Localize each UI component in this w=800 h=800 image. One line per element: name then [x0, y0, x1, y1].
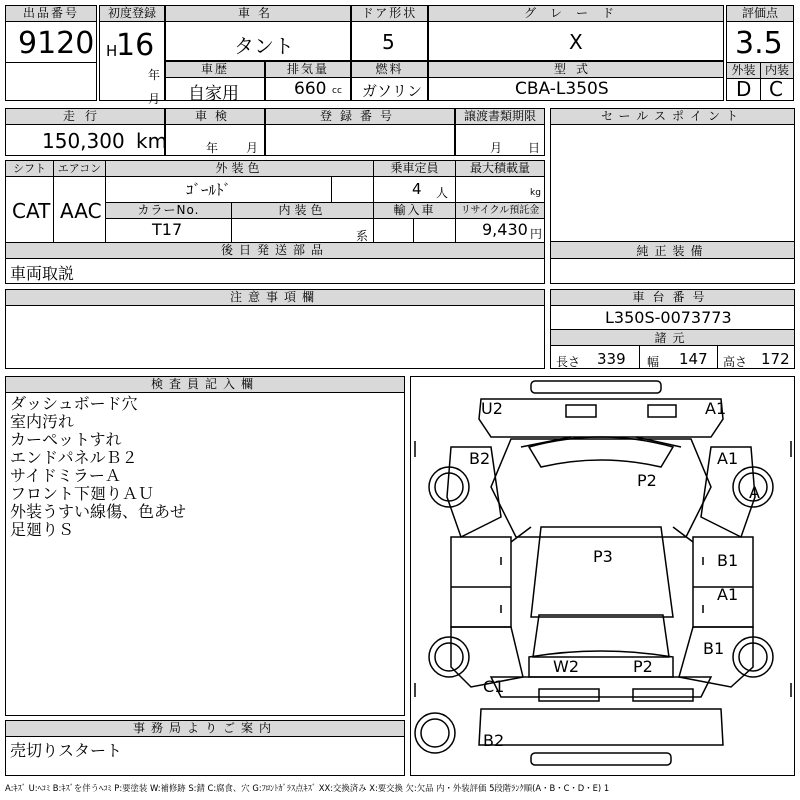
registration-number-box	[265, 108, 455, 156]
mark-right-fender: A1	[717, 449, 739, 468]
displacement-value: 660	[294, 79, 327, 99]
door-value: 5	[382, 30, 395, 54]
displacement-header: 排気量	[266, 62, 350, 78]
transfer-deadline-header: 譲渡書類期限	[456, 109, 544, 125]
inspector-note: フロント下廻りＡＵ	[10, 484, 155, 503]
mark-right-front-door: B1	[717, 551, 739, 570]
shift-value: CAT	[12, 199, 51, 223]
length-value: 339	[597, 350, 626, 368]
displacement-unit: cc	[332, 86, 342, 96]
car-name-box	[165, 5, 351, 61]
mark-front-right: A1	[705, 399, 727, 418]
door-box	[351, 5, 428, 61]
model-header: 型式	[429, 62, 723, 78]
year-unit: 年	[148, 68, 161, 82]
office-notice-box	[5, 720, 405, 776]
recycle-deposit-unit: 円	[530, 227, 543, 241]
width-value: 147	[679, 350, 708, 368]
sales-point-header: セールスポイント	[551, 109, 794, 125]
chassis-header: 車台番号	[551, 290, 794, 306]
later-parts-box	[5, 242, 545, 284]
score-header: 評価点	[727, 6, 793, 22]
mileage-value: 150,300	[42, 129, 125, 153]
fuel-value: ガソリン	[362, 82, 423, 100]
interior-color-header: 内装色	[232, 203, 374, 219]
specs-header: 諸元	[550, 329, 795, 346]
aircon-value: AAC	[60, 199, 102, 223]
color-number-value: T17	[152, 220, 183, 239]
interior-color-unit: 系	[356, 229, 369, 243]
grade-box	[428, 5, 724, 61]
car-damage-diagram	[410, 376, 795, 776]
capacity-value: 4	[412, 180, 422, 198]
inspector-notes-header: 検査員記入欄	[6, 377, 404, 393]
mileage-header: 走行	[6, 109, 164, 125]
displacement-box	[265, 61, 351, 101]
max-load-unit: kg	[530, 188, 541, 198]
mark-rear-bumper: B2	[483, 731, 505, 750]
fuel-box	[351, 61, 428, 101]
later-parts-value: 車両取説	[10, 264, 75, 283]
door-header: ドア形状	[352, 6, 427, 22]
first-registration-box	[99, 5, 165, 106]
notes-box	[5, 289, 545, 369]
model-box	[428, 61, 724, 101]
mark-left-quarter: C1	[483, 677, 505, 696]
inspection-box	[165, 108, 265, 156]
mark-right-quarter: B1	[703, 639, 725, 658]
shift-header: シフト	[6, 161, 54, 177]
recycle-deposit-header: リサイクル預託金	[456, 203, 544, 219]
exterior-grade: D	[736, 77, 752, 101]
era-label: H	[106, 42, 118, 60]
interior-header: 内装	[761, 63, 793, 79]
transfer-day: 日	[528, 141, 541, 155]
mark-hood: P2	[637, 471, 657, 490]
history-value: 自家用	[188, 84, 239, 104]
mark-rear-glass: W2	[553, 657, 579, 676]
width-label: 幅	[647, 355, 660, 369]
exterior-color-header: 外装色	[106, 161, 374, 177]
vehicle-detail-grid	[5, 160, 545, 244]
mark-rear-panel: P2	[633, 657, 653, 676]
interior-grade: C	[769, 77, 783, 101]
inspector-notes-box	[5, 376, 405, 716]
history-box	[165, 61, 265, 104]
inspector-note: 外装うすい線傷、色あせ	[10, 502, 187, 521]
inspector-note: カーペットすれ	[10, 430, 122, 449]
sales-point-box	[550, 108, 795, 284]
history-header: 車歴	[166, 62, 264, 78]
inspector-note: 室内汚れ	[10, 412, 75, 431]
lot-number-header: 出品番号	[6, 6, 96, 22]
score-value: 3.5	[735, 26, 783, 61]
recycle-deposit-value: 9,430	[482, 220, 528, 239]
length-label: 長さ	[556, 355, 581, 369]
capacity-header: 乗車定員	[374, 161, 456, 177]
exterior-header: 外装	[727, 63, 761, 79]
inspector-note: サイドミラーＡ	[10, 466, 121, 485]
genuine-equipment-header: 純正装備	[550, 241, 795, 259]
grade-value: X	[569, 30, 583, 54]
notes-header: 注意事項欄	[6, 290, 544, 306]
mark-left-fender: B2	[469, 449, 491, 468]
grade-header: グレード	[429, 6, 723, 22]
transfer-month: 月	[490, 141, 503, 155]
lot-number-box	[5, 5, 97, 101]
aircon-header: エアコン	[54, 161, 106, 177]
import-car-header: 輸入車	[374, 203, 456, 219]
capacity-unit: 人	[436, 186, 449, 200]
mileage-box	[5, 108, 168, 156]
later-parts-header: 後日発送部品	[6, 243, 544, 259]
chassis-number: L350S-0073773	[605, 308, 732, 327]
office-notice-value: 売切りスタート	[10, 741, 123, 760]
inspection-header: 車検	[166, 109, 264, 125]
mileage-unit: km	[136, 129, 168, 153]
inspector-note: 足廻りＳ	[10, 520, 75, 539]
office-notice-header: 事務局よりご案内	[6, 721, 404, 737]
inspector-note: エンドパネルＢ２	[10, 448, 138, 467]
model-value: CBA-L350S	[515, 79, 609, 99]
inspection-month: 月	[246, 141, 259, 155]
mark-right-rear-door: A1	[717, 585, 739, 604]
first-registration-header: 初度登録	[100, 6, 164, 22]
registration-year: 16	[116, 28, 155, 63]
height-value: 172	[761, 350, 790, 368]
car-outline-drawing	[411, 377, 794, 775]
chassis-box	[550, 289, 795, 369]
height-label: 高さ	[723, 355, 748, 369]
score-box	[726, 5, 794, 101]
mark-roof: P3	[593, 547, 613, 566]
fuel-header: 燃料	[352, 62, 427, 78]
lot-number: 9120	[18, 26, 95, 61]
car-name-header: 車名	[166, 6, 350, 22]
registration-number-header: 登録番号	[266, 109, 454, 125]
color-number-header: カラーNo.	[106, 203, 232, 219]
inspector-notes-list	[10, 395, 186, 539]
transfer-deadline-box	[455, 108, 545, 156]
mark-front-left: U2	[481, 399, 503, 418]
month-unit: 月	[148, 92, 161, 106]
max-load-header: 最大積載量	[456, 161, 544, 177]
mark-right-mirror: A	[749, 483, 760, 502]
inspector-note: ダッシュボード穴	[10, 394, 138, 413]
damage-legend: A:ｷｽﾞ U:ﾍｺﾐ B:ｷｽﾞを伴うﾍｺﾐ P:要塗装 W:補修跡 S:錆 C:腐食、穴 G:ﾌﾛﾝﾄｶﾞﾗｽ点ｷｽﾞ XX:交換済み X:要交換 欠:欠品 内・外装評価 5段階ﾗﾝｸ順(A・B・C・D・E) 1	[5, 783, 610, 793]
inspection-year: 年	[206, 141, 219, 155]
exterior-color-value: ｺﾞｰﾙﾄﾞ	[186, 181, 232, 199]
car-name: タント	[234, 34, 294, 58]
